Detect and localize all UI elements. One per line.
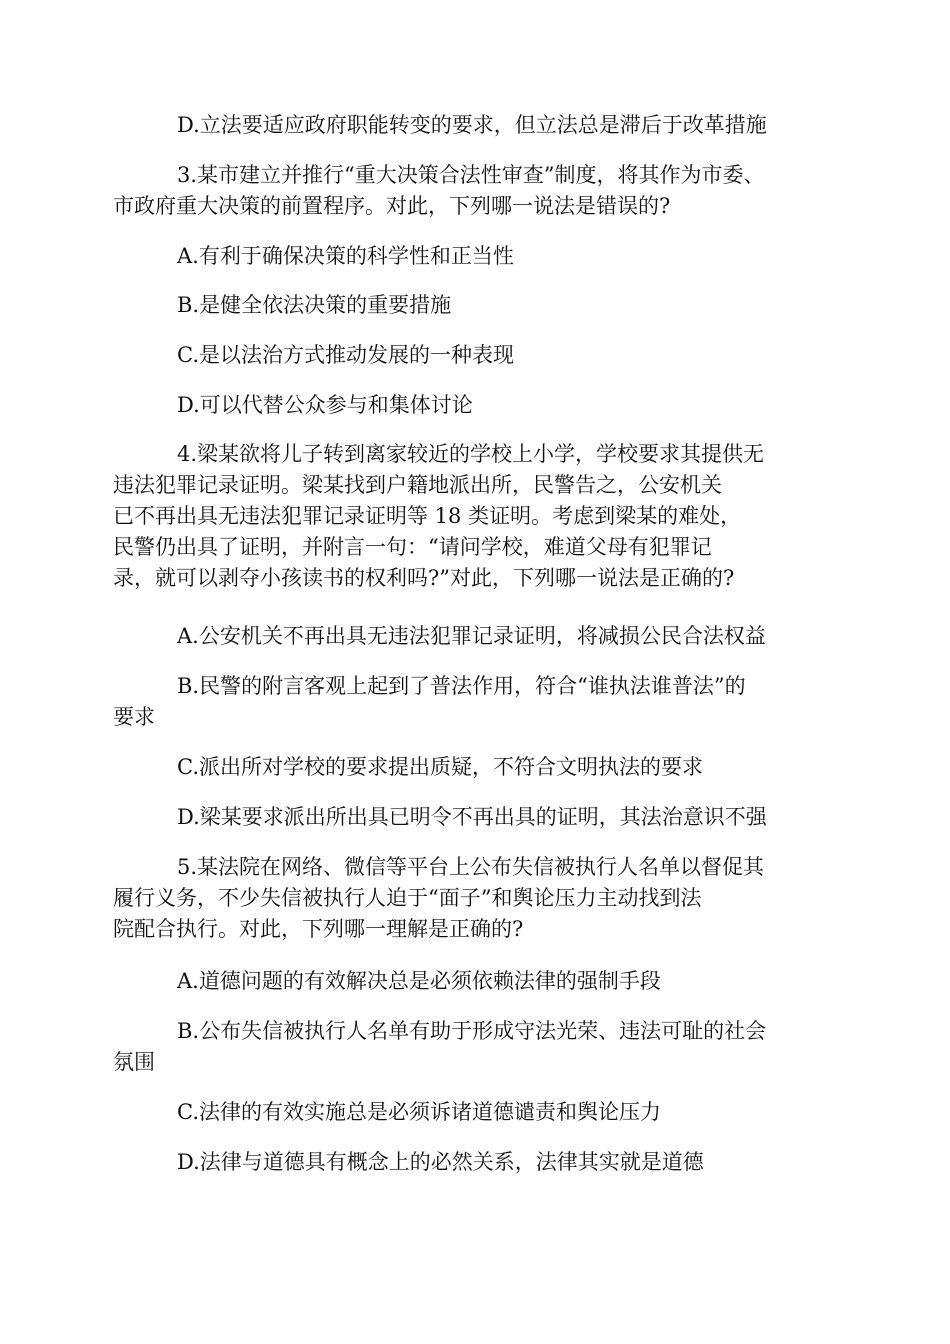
q4-stem-line-5: 录，就可以剥夺小孩读书的权利吗?”对此，下列哪一说法是正确的?	[113, 566, 735, 590]
q4-stem-line-2: 违法犯罪记录证明。梁某找到户籍地派出所，民警告之，公安机关	[113, 473, 722, 497]
q5-option-d-text: D.法律与道德具有概念上的必然关系，法律其实就是道德	[177, 1150, 704, 1174]
q5-option-d	[145, 1147, 825, 1178]
q4-stem	[113, 439, 825, 594]
q5-stem-line-1: 5.某法院在网络、微信等平台上公布失信被执行人名单以督促其	[177, 855, 765, 879]
q5-option-c	[145, 1097, 825, 1128]
q3-option-b-text: B.是健全依法决策的重要措施	[177, 293, 452, 317]
q3-option-b	[145, 290, 825, 321]
q3-option-a	[145, 241, 825, 272]
q5-stem-line-2: 履行义务，不少失信被执行人迫于“面子”和舆论压力主动找到法	[113, 886, 702, 910]
q3-option-d-text: D.可以代替公众参与和集体讨论	[177, 393, 473, 417]
q4-stem-line-4: 民警仍出具了证明，并附言一句：“请问学校，难道父母有犯罪记	[113, 535, 712, 559]
q4-option-c	[145, 752, 825, 783]
q4-option-b-line-2: 要求	[113, 705, 155, 729]
q4-option-b	[113, 671, 825, 733]
q4-option-a	[145, 621, 825, 652]
q4-option-d-text: D.梁某要求派出所出具已明令不再出具的证明，其法治意识不强	[177, 805, 767, 829]
q5-stem	[113, 852, 825, 945]
q2-option-d	[145, 110, 825, 141]
q4-option-d	[145, 802, 825, 833]
q3-option-d	[145, 390, 825, 421]
q3-stem-line-1: 3.某市建立并推行“重大决策合法性审查”制度，将其作为市委、	[177, 163, 765, 187]
q5-option-c-text: C.法律的有效实施总是必须诉诸道德谴责和舆论压力	[177, 1100, 661, 1124]
q2-option-d-text: D.立法要适应政府职能转变的要求，但立法总是滞后于改革措施	[177, 113, 767, 137]
q5-option-b	[113, 1016, 825, 1078]
q5-option-a	[145, 966, 825, 997]
q5-stem-line-3: 院配合执行。对此，下列哪一理解是正确的?	[113, 917, 524, 941]
q3-stem	[113, 160, 825, 222]
q3-stem-line-2: 市政府重大决策的前置程序。对此，下列哪一说法是错误的?	[113, 194, 671, 218]
q5-option-b-line-2: 氛围	[113, 1050, 155, 1074]
q5-option-b-line-1: B.公布失信被执行人名单有助于形成守法光荣、违法可耻的社会	[177, 1019, 767, 1043]
q4-option-c-text: C.派出所对学校的要求提出质疑，不符合文明执法的要求	[177, 755, 703, 779]
q3-option-c	[145, 340, 825, 371]
q4-option-b-line-1: B.民警的附言客观上起到了普法作用，符合“谁执法谁普法”的	[177, 674, 746, 698]
q4-option-a-text: A.公安机关不再出具无违法犯罪记录证明，将减损公民合法权益	[177, 624, 766, 648]
q4-stem-line-3: 已不再出具无违法犯罪记录证明等 18 类证明。考虑到梁某的难处，	[113, 504, 742, 528]
q3-option-c-text: C.是以法治方式推动发展的一种表现	[177, 343, 514, 367]
q3-option-a-text: A.有利于确保决策的科学性和正当性	[177, 244, 514, 268]
q4-stem-line-1: 4.梁某欲将儿子转到离家较近的学校上小学，学校要求其提供无	[177, 442, 765, 466]
q5-option-a-text: A.道德问题的有效解决总是必须依赖法律的强制手段	[177, 969, 661, 993]
